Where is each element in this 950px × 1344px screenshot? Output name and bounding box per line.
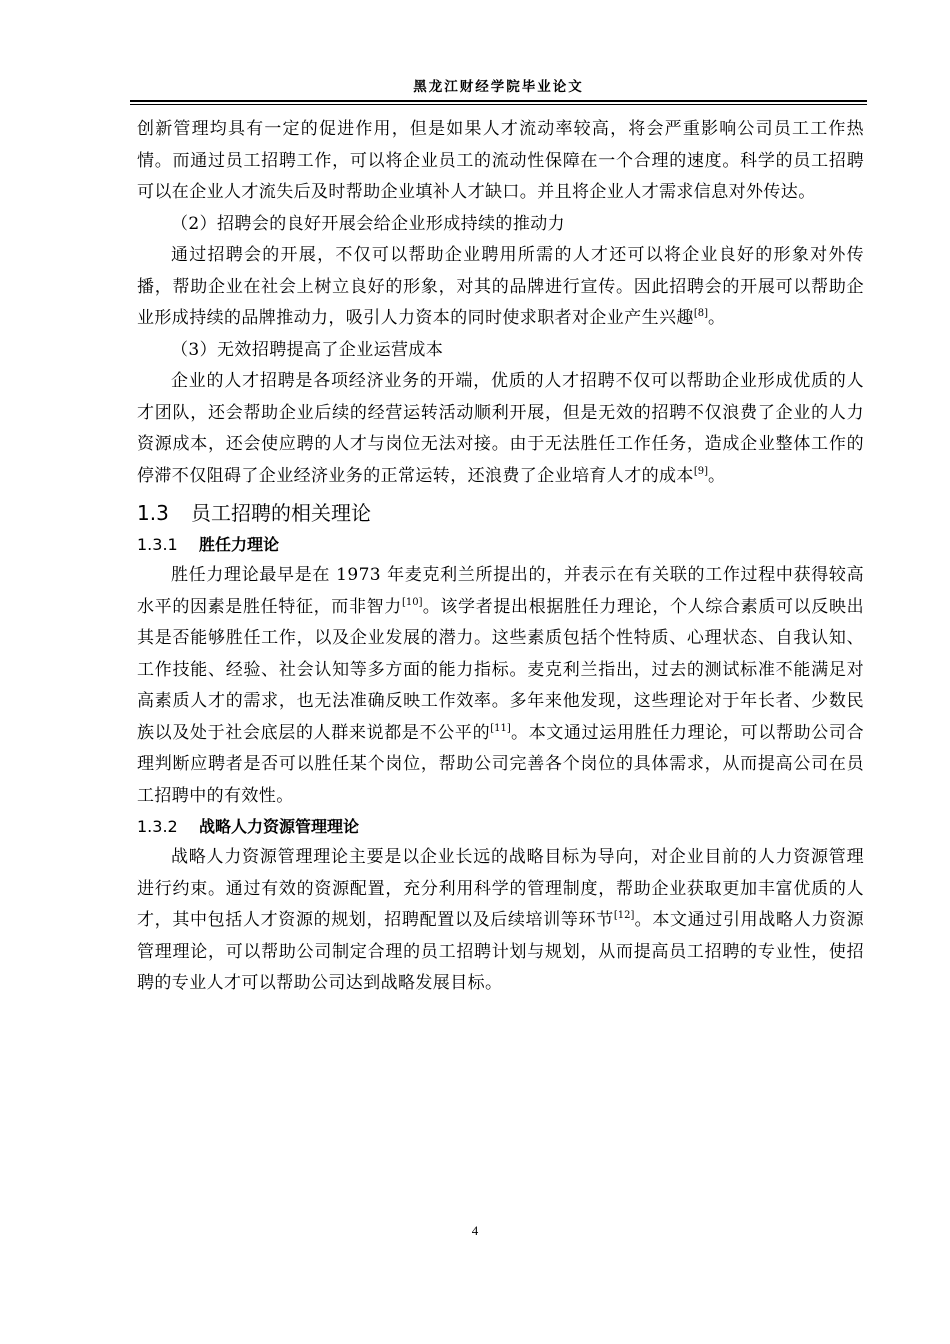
citation-9: [9]	[693, 465, 708, 477]
paragraph-continued: 创新管理均具有一定的促进作用，但是如果人才流动率较高，将会严重影响公司员工工作热情。而通过员工招聘工作，可以将企业员工的流动性保障在一个合理的速度。科学的员工招聘可以在企业人才流失后及时帮助企业填补人才缺口。并且将企业人才需求信息对外传达。	[137, 119, 864, 202]
subheading-2: （2）招聘会的良好开展会给企业形成持续的推动力	[171, 213, 566, 234]
paragraph-job-fair: 通过招聘会的开展，不仅可以帮助企业聘用所需的人才还可以将企业良好的形象对外传播，帮助企业在社会上树立良好的形象，对其的品牌进行宣传。因此招聘会的开展可以帮助企业形成持续的品牌推动力，吸引人力资本的同时使求职者对企业产生兴趣[8]。	[137, 245, 864, 328]
running-header: 黑龙江财经学院毕业论文	[413, 79, 584, 95]
citation-11: [11]	[490, 722, 511, 734]
section-heading-1-3-2: 1.3.2 战略人力资源管理理论	[137, 817, 360, 836]
document-body	[137, 114, 864, 1000]
paragraph-invalid-recruitment: 企业的人才招聘是各项经济业务的开端，优质的人才招聘不仅可以帮助企业形成优质的人才团队，还会帮助企业后续的经营运转活动顺利开展，但是无效的招聘不仅浪费了企业的人力资源成本，还会使应聘的人才与岗位无法对接。由于无法胜任工作任务，造成企业整体工作的停滞不仅阻碍了企业经济业务的正常运转，还浪费了企业培育人才的成本[9]。	[137, 371, 864, 486]
citation-8: [8]	[693, 308, 708, 319]
header-rule-thin	[130, 104, 867, 105]
citation-10: [10]	[401, 596, 423, 608]
header-rule-thick	[130, 100, 867, 102]
section-heading-1-3-1: 1.3.1 胜任力理论	[137, 535, 280, 554]
citation-12: [12]	[613, 910, 635, 921]
subheading-3: （3）无效招聘提高了企业运营成本	[171, 339, 444, 360]
section-heading-1-3: 1.3 员工招聘的相关理论	[137, 501, 371, 525]
page-number: 4	[471, 1223, 479, 1238]
paragraph-competency-theory: 胜任力理论最早是在 1973 年麦克利兰所提出的，并表示在有关联的工作过程中获得较高水平的因素是胜任特征，而非智力[10]。该学者提出根据胜任力理论，个人综合素质可以反映出其是否能够胜任工作，以及企业发展的潜力。这些素质包括个性特质、心理状态、自我认知、工作技能、经验、社会认知等多方面的能力指标。麦克利兰指出，过去的测试标准不能满足对高素质人才的需求，也无法准确反映工作效率。多年来他发现，这些理论对于年长者、少数民族以及处于社会底层的人群来说都是不公平的[11]。本文通过运用胜任力理论，可以帮助公司合理判断应聘者是否可以胜任某个岗位，帮助公司完善各个岗位的具体需求，从而提高公司在员工招聘中的有效性。	[137, 565, 865, 806]
paragraph-strategic-hrm: 战略人力资源管理理论主要是以企业长远的战略目标为导向，对企业目前的人力资源管理进行约束。通过有效的资源配置，充分利用科学的管理制度，帮助企业获取更加丰富优质的人才，其中包括人才资源的规划，招聘配置以及后续培训等环节[12]。本文通过引用战略人力资源管理理论，可以帮助公司制定合理的员工招聘计划与规划，从而提高员工招聘的专业性，使招聘的专业人才可以帮助公司达到战略发展目标。	[137, 847, 864, 993]
